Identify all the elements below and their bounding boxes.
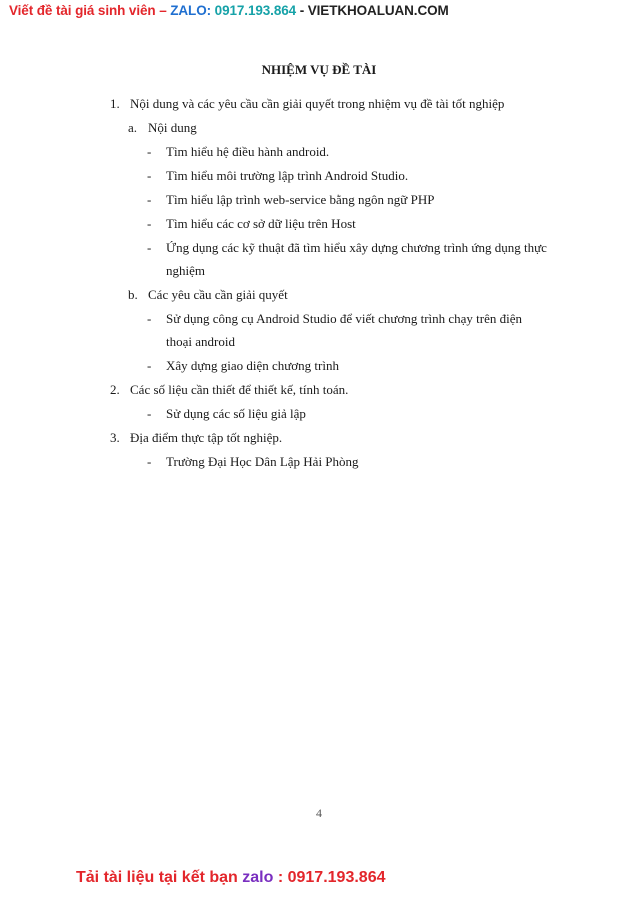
bullet-text: Trường Đại Học Dân Lập Hải Phòng [166,454,359,469]
section-item [110,382,349,398]
bullet-text: Tìm hiểu hệ điều hành android. [166,144,330,159]
bullet-continuation: thoại android [166,334,235,349]
section-number: 2. [110,382,120,397]
bullet-item [147,454,359,470]
page-number: 4 [316,806,322,820]
bullet-text: Tìm hiểu lập trình web-service bằng ngôn ngữ PHP [166,192,435,207]
bullet-text: Xây dựng giao diện chương trình [166,358,339,373]
banner-title-text: Viết đề tài giá sinh viên – [9,3,171,18]
bullet-text: Tìm hiểu các cơ sở dữ liệu trên Host [166,216,356,231]
bullet-dash: - [147,144,152,159]
bullet-dash: - [147,311,152,326]
bullet-continuation: nghiệm [166,263,205,278]
bullet-dash: - [147,240,152,255]
bullet-dash: - [147,406,152,421]
bullet-item [147,144,330,160]
banner-website: - VIETKHOALUAN.COM [296,3,449,18]
page-title: NHIỆM VỤ ĐỀ TÀI [261,62,377,77]
section-number: 1. [110,96,120,111]
subsection-text: Các yêu cầu cần giải quyết [148,287,288,302]
bullet-item [147,406,306,422]
bullet-text: Ứng dụng các kỹ thuật đã tìm hiểu xây dựng chương trình ứng dụng thực [166,240,547,255]
bullet-item [147,311,523,327]
bullet-dash: - [147,454,152,469]
banner-phone: 0917.193.864 [214,3,297,18]
subsection-item [128,287,288,303]
footer-zalo-label: zalo [242,869,274,886]
bullet-item [147,168,409,184]
section-text: Địa điểm thực tập tốt nghiệp. [130,430,283,445]
bullet-text: Sử dụng công cụ Android Studio để viết chương trình chạy trên điện [166,311,523,326]
footer-text: Tải tài liệu tại kết bạn [76,869,243,886]
subsection-letter: a. [128,120,138,135]
footer-phone: : 0917.193.864 [273,869,386,886]
bullet-dash: - [147,216,152,231]
section-item [110,430,283,446]
banner-zalo-label: ZALO: [170,3,215,18]
subsection-text: Nội dung [148,120,197,135]
bullet-dash: - [147,168,152,183]
bullet-text: Sử dụng các số liệu giả lập [166,406,306,421]
bullet-item [147,358,339,374]
bullet-item [147,240,547,256]
section-number: 3. [110,430,120,445]
subsection-item [128,120,197,136]
section-text: Các số liệu cần thiết để thiết kế, tính toán. [130,382,349,397]
subsection-letter: b. [128,287,138,302]
section-text: Nội dung và các yêu cầu cần giải quyết trong nhiệm vụ đề tài tốt nghiệp [130,96,505,111]
header-banner [9,3,449,18]
bullet-dash: - [147,358,152,373]
bullet-item [147,192,435,208]
bullet-item [147,216,356,232]
section-item [110,96,505,112]
bullet-dash: - [147,192,152,207]
bullet-text: Tìm hiểu môi trường lập trình Android Studio. [166,168,409,183]
footer-banner [76,869,385,887]
